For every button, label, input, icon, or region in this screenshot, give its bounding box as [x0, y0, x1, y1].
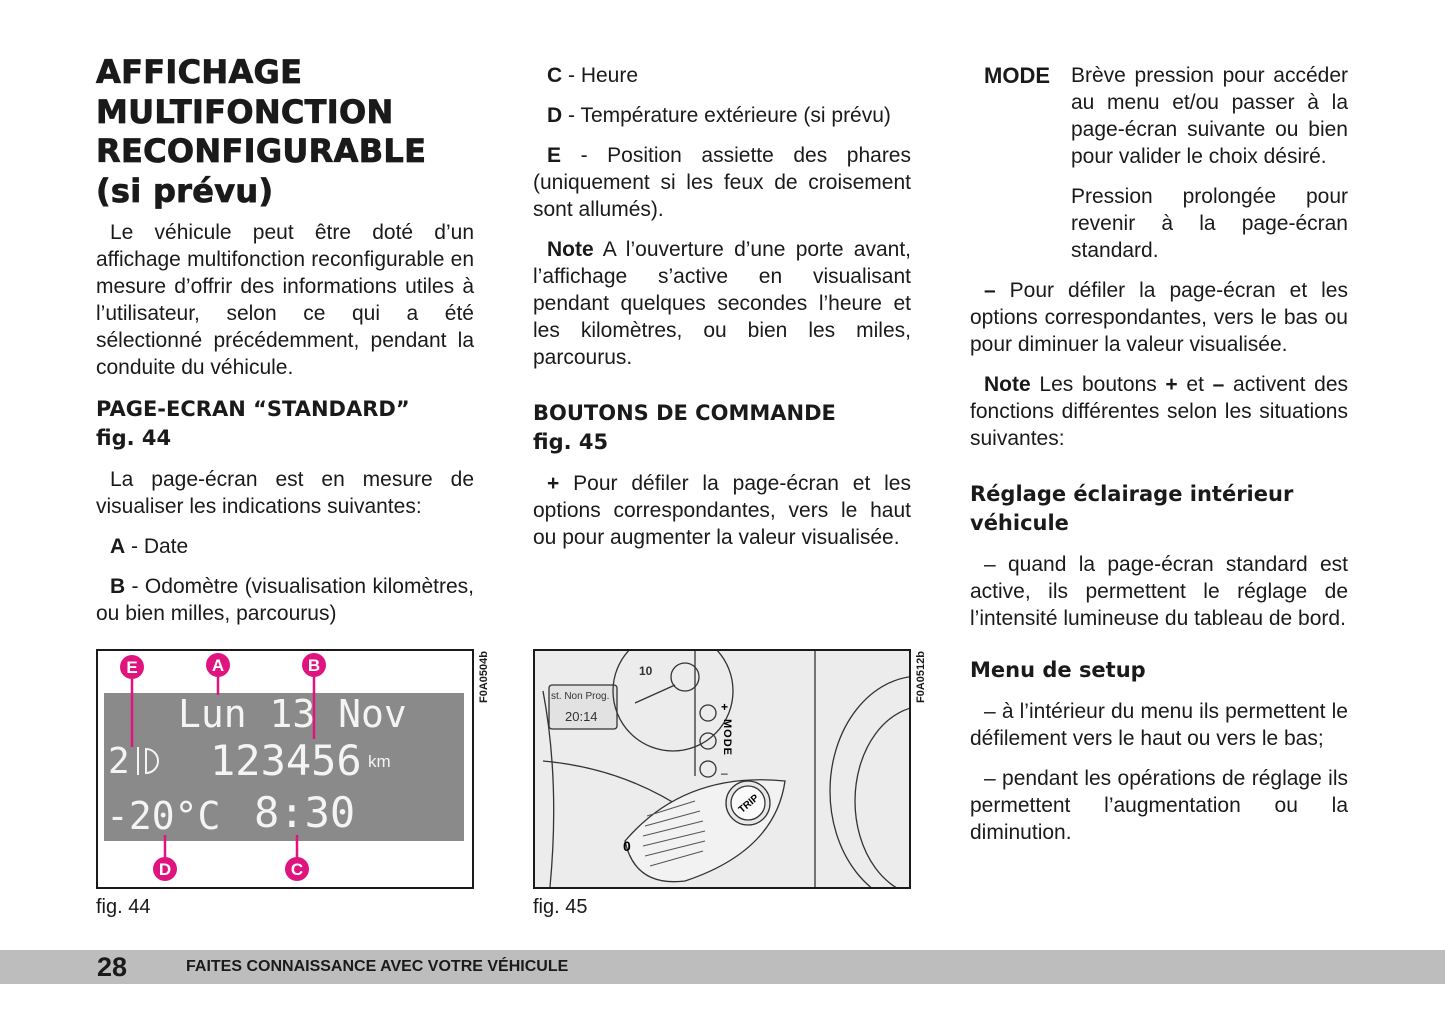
column-1 [96, 53, 490, 919]
figure-44 [96, 635, 490, 919]
item-b [96, 573, 474, 627]
item-key: D [547, 104, 563, 127]
figure-caption: fig. 45 [533, 896, 588, 918]
mode-text: Brève pression pour accéder au menu et/ou passer à la page-écran suivante ou bien pour valider le choix désiré. [1071, 64, 1348, 168]
figure-45 [533, 635, 927, 919]
note-text: et [1177, 373, 1213, 396]
title-line: RECONFIGURABLE [96, 132, 427, 170]
figure-frame [533, 649, 911, 889]
zero-label: 0 [623, 838, 631, 854]
callout-label: A [211, 656, 225, 675]
paragraph: – pendant les opérations de réglage ils permettent l’augmentation ou la diminution. [970, 767, 1348, 844]
note [970, 371, 1348, 452]
plus-text: Pour défiler la page-écran et les options correspondantes, vers le haut ou pour augmenter la valeur visualisée. [533, 472, 911, 549]
minus-key: – [984, 279, 996, 302]
column-2 [533, 53, 927, 919]
section-name: FAITES CONNAISSANCE AVEC VOTRE VÉHICULE [186, 958, 569, 975]
note-plus: + [1165, 373, 1178, 396]
figure-code: F0A0504b [478, 651, 490, 703]
paragraph: – à l’intérieur du menu ils permettent le défilement vers le haut ou vers le bas; [970, 700, 1348, 750]
mode-long-text: Pression prolongée pour revenir à la page-écran standard. [1071, 185, 1348, 262]
display-illustration [98, 651, 472, 887]
note [533, 236, 911, 371]
note-text: A l’ouverture d’une porte avant, l’affichage s’active en visualisant pendant quelques secondes l’heure et les kilomètres, ou bien les miles, parcourus. [533, 238, 911, 369]
subheading-text: PAGE-ECRAN “STANDARD” [96, 397, 410, 421]
display-text: st. Non Prog. [551, 691, 610, 702]
odometer-unit: km [368, 752, 391, 771]
callout-label: E [126, 658, 138, 677]
note-key: Note [547, 238, 594, 261]
item-text: - Position assiette des phares (uniquement si les feux de croisement sont allumés). [533, 144, 911, 221]
item-key: C [547, 64, 563, 87]
dashboard-illustration [535, 651, 909, 887]
title-line: AFFICHAGE [96, 53, 303, 91]
paragraph: – quand la page-écran standard est active, ils permettent le réglage de l’intensité lumineuse du tableau de bord. [970, 553, 1348, 630]
odometer: 123456 [210, 736, 362, 785]
plus-key: + [547, 472, 560, 495]
page-number: 28 [97, 952, 128, 982]
plus-label: + [721, 700, 729, 714]
item-key: A [110, 535, 126, 558]
trip-label: TRIP [736, 792, 762, 816]
subheading-fig-ref: fig. 45 [533, 430, 609, 454]
subheading [533, 399, 911, 457]
callout-label: B [307, 656, 321, 675]
minus-text: Pour défiler la page-écran et les options correspondantes, vers le bas ou pour diminuer la valeur visualisée. [970, 279, 1348, 356]
title-line: MULTIFONCTION [96, 92, 394, 131]
subheading [96, 395, 474, 453]
item-a [96, 533, 474, 560]
plus-paragraph [533, 470, 911, 551]
intro-paragraph: Le véhicule peut être doté d’un affichage multifonction reconfigurable en mesure d’offrir des informations utiles à l’utilisateur, selon ce qui a été sélectionné précédemment, pendant la conduite du véhicule. [96, 221, 474, 379]
mode-entry [970, 62, 1348, 264]
item-text: - Odomètre (visualisation kilomètres, ou bien milles, parcourus) [96, 575, 474, 625]
item-text: - Température extérieure (si prévu) [562, 104, 891, 127]
subheading: Menu de setup [970, 658, 1146, 682]
figure-code: F0A0512b [915, 651, 927, 703]
item-d [533, 102, 911, 129]
item-c [533, 62, 911, 89]
mode-description [1071, 62, 1348, 264]
minus-label: – [721, 766, 728, 780]
item-text: - Heure [562, 64, 639, 87]
item-e [533, 142, 911, 223]
mode-key: MODE [984, 63, 1050, 88]
subheading: Réglage éclairage intérieur véhicule [970, 482, 1294, 535]
gauge-mark: 10 [639, 664, 653, 678]
subheading-fig-ref: fig. 44 [96, 426, 172, 450]
note-minus: – [1212, 373, 1225, 396]
paragraph: La page-écran est en mesure de visualiser les indications suivantes: [96, 468, 474, 518]
display-date: Lun 13 Nov [178, 692, 407, 736]
clock: 8:30 [254, 788, 356, 837]
page-footer [0, 950, 1445, 984]
callout-label: C [290, 860, 304, 879]
display-time: 20:14 [565, 709, 598, 724]
item-text: - Date [125, 535, 189, 558]
column-3 [970, 53, 1348, 919]
temperature: -20°C [106, 794, 221, 838]
title-line: (si prévu) [96, 171, 274, 210]
mode-label: MODE [721, 719, 733, 756]
note-text: activent des fonctions différentes selon les situations suivantes: [970, 373, 1348, 450]
figure-caption: fig. 44 [96, 896, 151, 918]
note-text: Les boutons [1030, 373, 1166, 396]
minus-paragraph [970, 277, 1348, 358]
callout-label: D [158, 860, 172, 879]
item-key: E [547, 144, 562, 167]
section-title [96, 53, 474, 211]
note-key: Note [984, 373, 1031, 396]
item-key: B [110, 575, 126, 598]
subheading-text: BOUTONS DE COMMANDE [533, 401, 836, 425]
figure-frame [96, 649, 474, 889]
headlight-level: 2 [108, 741, 130, 782]
